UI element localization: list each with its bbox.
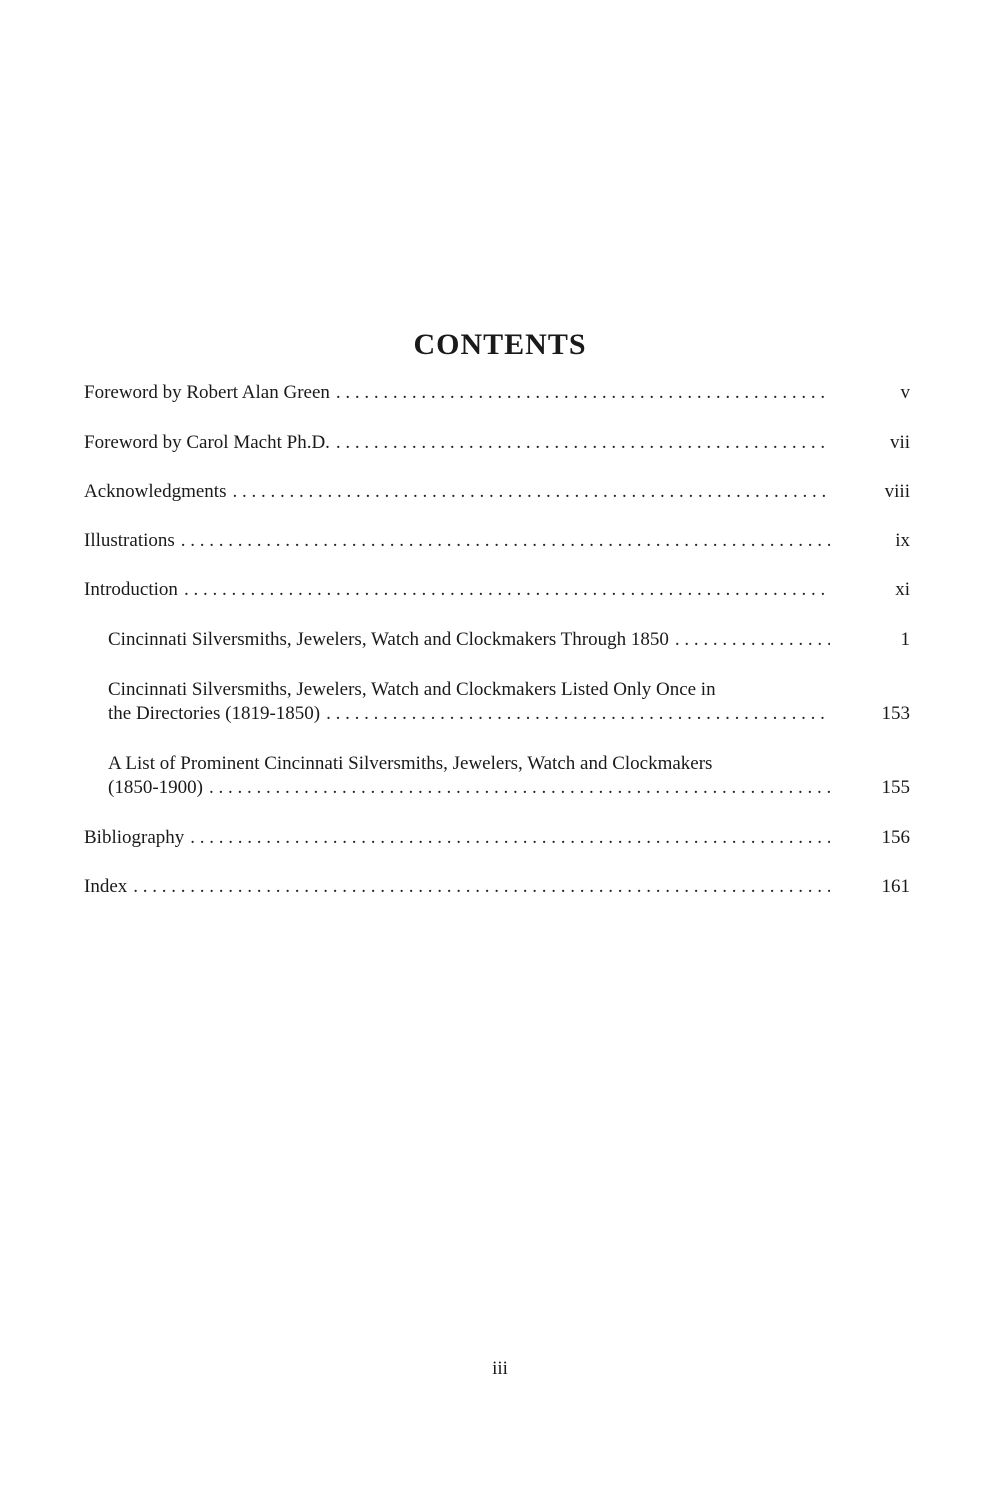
- toc-entry-label: Foreword by Robert Alan Green: [84, 382, 330, 403]
- toc-entry-label: the Directories (1819-1850): [108, 703, 321, 724]
- toc-entry-label: Acknowledgments: [84, 481, 227, 502]
- page-folio: iii: [492, 1358, 508, 1379]
- toc-entry-label-line1: Cincinnati Silversmiths, Jewelers, Watch and Clockmakers Listed Only Once in: [108, 679, 716, 700]
- dot-leader: [133, 875, 830, 899]
- toc-page-number: ix: [895, 530, 910, 551]
- toc-entry-index: [84, 875, 910, 899]
- dot-leader: [181, 529, 830, 553]
- dot-leader: [336, 431, 830, 455]
- toc-page-number: 155: [881, 777, 910, 798]
- toc-page-number: vii: [889, 432, 910, 453]
- toc-entry-listed-once: [108, 678, 910, 726]
- toc-page-number: 161: [881, 876, 910, 897]
- toc-page-number: v: [900, 382, 910, 403]
- toc-entry-label: Bibliography: [84, 827, 185, 848]
- page-title: CONTENTS: [413, 328, 587, 361]
- dot-leader: [326, 702, 830, 726]
- toc-page-number: viii: [884, 481, 910, 502]
- toc-entry-label: Introduction: [84, 579, 178, 600]
- dot-leader: [336, 381, 830, 405]
- toc-page-number: xi: [895, 579, 910, 600]
- toc-entry-label: Illustrations: [84, 530, 175, 551]
- toc-entry-label: Foreword by Carol Macht Ph.D.: [84, 432, 330, 453]
- toc-entry-through-1850: [108, 628, 910, 652]
- toc-entry-bibliography: [84, 826, 910, 850]
- toc-entry-foreword-macht: [84, 431, 910, 455]
- dot-leader: [184, 578, 830, 602]
- toc-entry-label: Cincinnati Silversmiths, Jewelers, Watch and Clockmakers Through 1850: [108, 629, 669, 650]
- toc-entry-introduction: [84, 578, 910, 602]
- toc-entry-foreword-green: [84, 381, 910, 405]
- toc-entry-illustrations: [84, 529, 910, 553]
- toc-entry-label: (1850-1900): [108, 777, 203, 798]
- toc-entry-label-line1: A List of Prominent Cincinnati Silversmiths, Jewelers, Watch and Clockmakers: [108, 753, 713, 774]
- dot-leader: [209, 776, 830, 800]
- dot-leader: [675, 628, 830, 652]
- dot-leader: [190, 826, 830, 850]
- toc-page-number: 156: [881, 827, 910, 848]
- toc-page-number: 153: [881, 703, 910, 724]
- toc-entry-label: Index: [84, 876, 128, 897]
- dot-leader: [232, 480, 830, 504]
- toc-page-number: 1: [900, 629, 910, 650]
- toc-entry-prominent-list: [108, 752, 910, 800]
- toc-entry-acknowledgments: [84, 480, 910, 504]
